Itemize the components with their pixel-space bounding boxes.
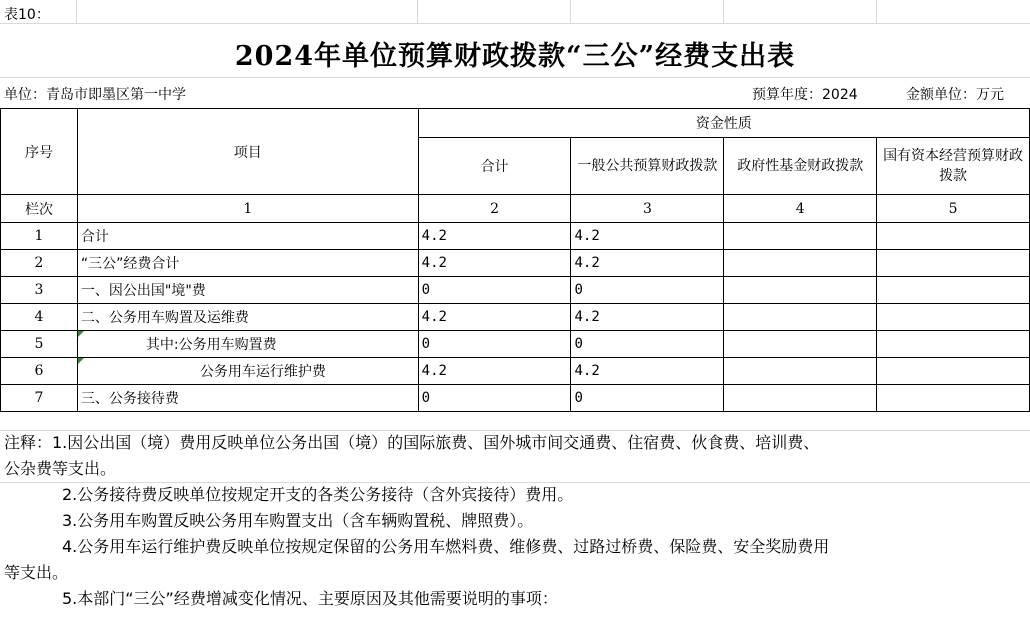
gridline [76, 0, 77, 24]
budget-year-label: 预算年度：2024 [752, 87, 858, 103]
header-state-capital: 国有资本经营预算财政拨款 [877, 138, 1030, 195]
header-seq: 序号 [1, 109, 78, 195]
row-general: 0 [571, 331, 724, 358]
header-item: 项目 [77, 109, 418, 195]
row-general: 0 [571, 277, 724, 304]
table-row [1, 277, 1030, 304]
row-total: 0 [418, 277, 571, 304]
row-total: 4.2 [418, 223, 571, 250]
table-row [1, 385, 1030, 412]
row-total: 4.2 [418, 304, 571, 331]
row-seq: 7 [1, 385, 78, 412]
row-seq: 5 [1, 331, 78, 358]
sheet-label: 表10： [4, 7, 50, 23]
row-item: 一、因公出国"境"费 [77, 277, 418, 304]
row-total: 4.2 [418, 358, 571, 385]
row-general: 4.2 [571, 304, 724, 331]
row-item: 公务用车运行维护费 [77, 358, 418, 385]
row-gov-fund [724, 331, 877, 358]
note-line: 2.公务接待费反映单位按规定开支的各类公务接待（含外宾接待）费用。 [62, 485, 574, 504]
note-line: 公杂费等支出。 [4, 459, 117, 478]
row-item: 其中:公务用车购置费 [77, 331, 418, 358]
row-state-capital [877, 304, 1030, 331]
table-row [1, 358, 1030, 385]
row-state-capital [877, 358, 1030, 385]
money-unit-label: 金额单位：万元 [906, 87, 1004, 103]
note-line: 注释：1.因公出国（境）费用反映单位公务出国（境）的国际旅费、国外城市间交通费、住宿费、伙食费、培训费、 [4, 433, 820, 452]
row-item: 合计 [77, 223, 418, 250]
row-gov-fund [724, 385, 877, 412]
row-seq: 2 [1, 250, 78, 277]
row-seq: 6 [1, 358, 78, 385]
row-total: 0 [418, 385, 571, 412]
row-general: 4.2 [571, 223, 724, 250]
header-gov-fund: 政府性基金财政拨款 [724, 138, 877, 195]
row-gov-fund [724, 358, 877, 385]
gridline [0, 77, 1030, 78]
table-row [1, 250, 1030, 277]
row-state-capital [877, 223, 1030, 250]
column-index-label: 栏次 [1, 195, 78, 223]
table-row [1, 223, 1030, 250]
column-index: 1 [77, 195, 418, 223]
row-seq: 4 [1, 304, 78, 331]
column-index: 4 [724, 195, 877, 223]
header-total: 合计 [418, 138, 571, 195]
note-line: 3.公务用车购置反映公务用车购置支出（含车辆购置税、牌照费）。 [62, 511, 534, 530]
row-item: 二、公务用车购置及运维费 [77, 304, 418, 331]
gridline [417, 0, 418, 24]
row-state-capital [877, 385, 1030, 412]
row-seq: 3 [1, 277, 78, 304]
row-state-capital [877, 277, 1030, 304]
row-gov-fund [724, 277, 877, 304]
row-general: 4.2 [571, 250, 724, 277]
row-gov-fund [724, 223, 877, 250]
row-general: 0 [571, 385, 724, 412]
gridline [876, 0, 877, 24]
row-state-capital [877, 250, 1030, 277]
row-gov-fund [724, 250, 877, 277]
column-index: 3 [571, 195, 724, 223]
row-state-capital [877, 331, 1030, 358]
row-gov-fund [724, 304, 877, 331]
column-index: 2 [418, 195, 571, 223]
row-total: 0 [418, 331, 571, 358]
notes-section [0, 430, 1030, 612]
row-item: 三、公务接待费 [77, 385, 418, 412]
row-general: 4.2 [571, 358, 724, 385]
expense-table [0, 108, 1030, 412]
note-line: 5.本部门“三公”经费增减变化情况、主要原因及其他需要说明的事项： [62, 589, 558, 608]
row-total: 4.2 [418, 250, 571, 277]
column-index: 5 [877, 195, 1030, 223]
unit-label: 单位：青岛市即墨区第一中学 [4, 87, 186, 103]
row-item: “三公”经费合计 [77, 250, 418, 277]
gridline [723, 0, 724, 24]
note-line: 等支出。 [4, 563, 69, 582]
note-line: 4.公务用车运行维护费反映单位按规定保留的公务用车燃料费、维修费、过路过桥费、保险费、安全奖励费用 [62, 537, 830, 556]
header-general-budget: 一般公共预算财政拨款 [571, 138, 724, 195]
table-row [1, 331, 1030, 358]
table-row [1, 304, 1030, 331]
header-fund-nature: 资金性质 [418, 109, 1029, 138]
gridline [570, 0, 571, 24]
row-seq: 1 [1, 223, 78, 250]
page-title: 2024年单位预算财政拨款“三公”经费支出表 [234, 40, 796, 72]
